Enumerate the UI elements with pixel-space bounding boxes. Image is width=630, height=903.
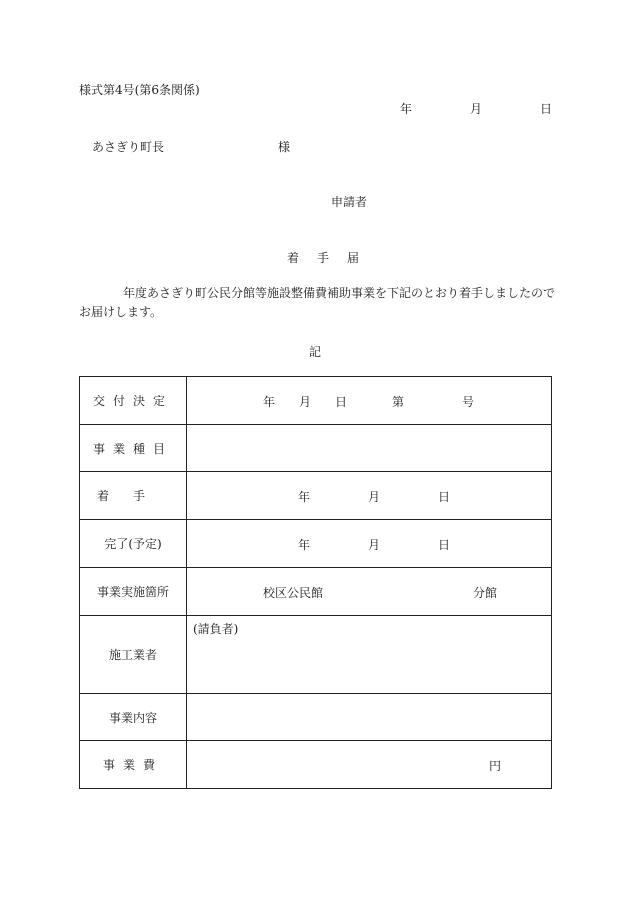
completion-label: 完了(予定) [80, 520, 187, 568]
table-row [80, 741, 552, 789]
contractor-note: (請負者) [193, 622, 239, 636]
completion-month-label: 月 [368, 538, 381, 552]
contractor-value [187, 616, 552, 694]
table-row [80, 472, 552, 520]
details-table [79, 376, 552, 789]
project-cost-value [187, 741, 552, 789]
start-label: 着手 [80, 472, 187, 520]
location-bunkan-label: 分館 [473, 586, 498, 600]
ki-heading: 記 [309, 345, 322, 359]
start-date-value [187, 472, 552, 520]
location-label: 事業実施箇所 [80, 568, 187, 616]
recipient-honorific: 様 [278, 140, 291, 154]
location-value [187, 568, 552, 616]
project-content-label: 事業内容 [80, 694, 187, 741]
project-content-value [187, 694, 552, 741]
grant-day-label: 日 [335, 395, 348, 409]
form-number: 様式第4号(第6条関係) [79, 83, 200, 97]
yen-unit: 円 [489, 759, 502, 773]
document-title: 着手届 [287, 251, 378, 265]
project-type-value [187, 425, 552, 472]
grant-dai-label: 第 [392, 395, 405, 409]
date-day-label: 日 [540, 102, 553, 116]
completion-year-label: 年 [298, 538, 311, 552]
table-row [80, 425, 552, 472]
date-month-label: 月 [470, 102, 483, 116]
contractor-label: 施工業者 [80, 616, 187, 694]
table-row [80, 568, 552, 616]
table-row [80, 520, 552, 568]
start-year-label: 年 [298, 490, 311, 504]
project-type-label: 事業種目 [80, 425, 187, 472]
submission-date [400, 100, 552, 116]
grant-decision-label: 交付決定 [80, 377, 187, 425]
start-day-label: 日 [438, 490, 451, 504]
grant-year-label: 年 [263, 395, 276, 409]
table-row [80, 616, 552, 694]
table-row [80, 377, 552, 425]
start-month-label: 月 [368, 490, 381, 504]
completion-day-label: 日 [438, 538, 451, 552]
recipient-name: あさぎり町長 [92, 140, 165, 154]
project-cost-label: 事業費 [80, 741, 187, 789]
completion-date-value [187, 520, 552, 568]
date-year-label: 年 [400, 102, 413, 116]
body-text: 年度あさぎり町公民分館等施設整備費補助事業を下記のとおり着手しましたのでお届けします。 [79, 286, 556, 319]
grant-decision-value [187, 377, 552, 425]
grant-go-label: 号 [462, 395, 475, 409]
applicant-label: 申請者 [331, 195, 368, 209]
location-kominkan-label: 校区公民館 [263, 586, 324, 600]
grant-month-label: 月 [299, 395, 312, 409]
table-row [80, 694, 552, 741]
